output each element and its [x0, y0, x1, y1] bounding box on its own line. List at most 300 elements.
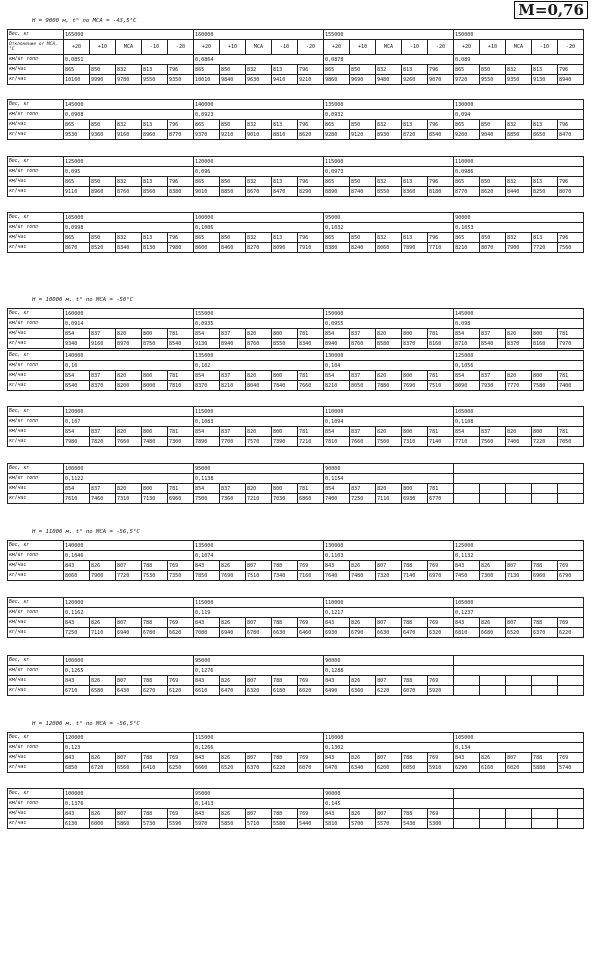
speed-cell	[480, 676, 506, 686]
fuel-consumption-cell: 7360	[220, 494, 246, 504]
fuel-consumption-cell: 8750	[142, 339, 168, 349]
fuel-consumption-cell: 6960	[168, 494, 194, 504]
speed-cell: 843	[64, 676, 90, 686]
fuel-consumption-row	[8, 130, 584, 140]
weight-row	[8, 598, 584, 608]
fuel-consumption-cell: 7340	[272, 571, 298, 581]
fuel-consumption-cell: 5570	[376, 819, 402, 829]
speed-cell: 850	[220, 120, 246, 130]
weight-cell: 115000	[324, 157, 454, 167]
speed-cell: 854	[194, 427, 220, 437]
fuel-consumption-cell: 6490	[324, 686, 350, 696]
speed-cell: 850	[480, 233, 506, 243]
performance-table	[7, 212, 584, 253]
deviation-cell: -20	[428, 40, 454, 55]
fuel-consumption-cell: 7400	[506, 437, 532, 447]
speed-cell: 800	[272, 427, 298, 437]
row-label: кг/час	[8, 571, 64, 581]
fuel-consumption-cell: 8060	[376, 243, 402, 253]
row-label: км/час	[8, 120, 64, 130]
fuel-consumption-cell: 8850	[220, 187, 246, 197]
speed-cell: 807	[116, 561, 142, 571]
speed-cell	[480, 484, 506, 494]
fuel-consumption-cell: 9110	[64, 187, 90, 197]
fuel-consumption-cell: 8470	[272, 187, 298, 197]
speed-cell: 781	[168, 329, 194, 339]
fuel-consumption-cell: 5740	[558, 763, 584, 773]
speed-cell: 843	[194, 561, 220, 571]
speed-cell: 788	[142, 676, 168, 686]
fuel-efficiency-cell	[454, 666, 584, 676]
fuel-consumption-cell: 8210	[324, 381, 350, 391]
row-label: км/кг топл	[8, 110, 64, 120]
weight-cell: 90000	[324, 464, 454, 474]
speed-cell: 800	[272, 371, 298, 381]
speed-cell: 832	[116, 233, 142, 243]
speed-cell: 800	[142, 371, 168, 381]
deviation-cell: +20	[324, 40, 350, 55]
fuel-efficiency-cell: 0,1237	[454, 608, 584, 618]
weight-cell: 110000	[454, 157, 584, 167]
speed-cell: 832	[376, 120, 402, 130]
fuel-consumption-cell: 8370	[506, 339, 532, 349]
fuel-consumption-cell	[506, 686, 532, 696]
fuel-consumption-cell: 9070	[428, 75, 454, 85]
fuel-consumption-cell: 7580	[532, 381, 558, 391]
weight-cell	[454, 464, 584, 474]
fuel-consumption-cell: 5920	[428, 686, 454, 696]
fuel-consumption-cell: 7400	[324, 494, 350, 504]
speed-cell: 826	[350, 809, 376, 819]
speed-cell: 865	[454, 120, 480, 130]
row-label: кг/час	[8, 130, 64, 140]
fuel-consumption-cell: 9350	[168, 75, 194, 85]
speed-cell: 837	[220, 427, 246, 437]
speed-cell: 807	[246, 618, 272, 628]
fuel-consumption-cell: 6790	[558, 571, 584, 581]
row-label: Вес, кг	[8, 213, 64, 223]
fuel-consumption-cell: 6930	[324, 628, 350, 638]
weight-cell: 130000	[454, 100, 584, 110]
row-label: км/кг топл	[8, 608, 64, 618]
fuel-consumption-cell: 6710	[64, 686, 90, 696]
fuel-consumption-cell: 6270	[142, 686, 168, 696]
fuel-efficiency-cell: 0,0932	[324, 110, 454, 120]
speed-cell: 807	[246, 809, 272, 819]
fuel-consumption-cell: 7130	[142, 494, 168, 504]
fuel-efficiency-cell: 0,0935	[194, 319, 324, 329]
speed-cell	[558, 484, 584, 494]
fuel-efficiency-cell: 0,1046	[64, 551, 194, 561]
deviation-cell: +10	[350, 40, 376, 55]
fuel-consumption-cell: 6660	[194, 763, 220, 773]
fuel-consumption-cell: 7640	[324, 571, 350, 581]
fuel-consumption-cell: 6070	[298, 763, 324, 773]
weight-cell: 100000	[64, 464, 194, 474]
fuel-consumption-cell: 8550	[272, 339, 298, 349]
row-label: км/кг топл	[8, 223, 64, 233]
speed-cell: 843	[454, 753, 480, 763]
speed-cell: 843	[324, 753, 350, 763]
fuel-consumption-cell: 6370	[246, 763, 272, 773]
fuel-consumption-cell: 9210	[298, 75, 324, 85]
fuel-consumption-cell: 8210	[220, 381, 246, 391]
speed-cell: 788	[142, 809, 168, 819]
fuel-consumption-cell: 9780	[116, 75, 142, 85]
fuel-efficiency-cell: 0,1083	[194, 417, 324, 427]
fuel-consumption-cell: 5580	[272, 819, 298, 829]
fuel-consumption-row	[8, 494, 584, 504]
fuel-consumption-cell: 7820	[90, 437, 116, 447]
fuel-consumption-cell: 8740	[350, 187, 376, 197]
speed-cell: 837	[350, 484, 376, 494]
fuel-consumption-row	[8, 381, 584, 391]
fuel-consumption-cell: 9370	[194, 130, 220, 140]
fuel-consumption-cell: 6050	[402, 763, 428, 773]
weight-cell: 115000	[194, 598, 324, 608]
fuel-consumption-cell: 7880	[376, 381, 402, 391]
fuel-efficiency-cell: 0,1302	[324, 743, 454, 753]
weight-cell: 145000	[454, 309, 584, 319]
fuel-efficiency-row	[8, 608, 584, 618]
fuel-consumption-cell: 5590	[168, 819, 194, 829]
fuel-consumption-cell: 8000	[142, 381, 168, 391]
fuel-efficiency-cell: 0,089	[454, 55, 584, 65]
fuel-efficiency-cell: 0,1006	[194, 223, 324, 233]
fuel-consumption-cell: 8210	[454, 243, 480, 253]
fuel-consumption-cell: 8710	[454, 339, 480, 349]
fuel-consumption-cell: 6410	[142, 763, 168, 773]
fuel-consumption-cell: 7210	[298, 437, 324, 447]
fuel-consumption-cell: 6020	[506, 763, 532, 773]
deviation-cell: МСА	[506, 40, 532, 55]
speed-cell: 837	[90, 484, 116, 494]
fuel-consumption-row	[8, 187, 584, 197]
fuel-consumption-cell	[532, 686, 558, 696]
weight-row	[8, 351, 584, 361]
deviation-cell: -20	[168, 40, 194, 55]
fuel-consumption-cell: 9720	[454, 75, 480, 85]
row-label: км/кг топл	[8, 319, 64, 329]
speed-cell: 781	[428, 427, 454, 437]
speed-cell: 843	[194, 809, 220, 819]
fuel-consumption-cell	[454, 494, 480, 504]
speed-cell: 807	[116, 676, 142, 686]
fuel-consumption-cell: 7320	[376, 571, 402, 581]
fuel-consumption-cell: 6430	[116, 686, 142, 696]
fuel-consumption-row	[8, 75, 584, 85]
weight-cell: 105000	[454, 598, 584, 608]
fuel-consumption-cell: 6180	[272, 686, 298, 696]
speed-cell: 820	[376, 329, 402, 339]
fuel-consumption-cell: 8560	[142, 187, 168, 197]
fuel-consumption-row	[8, 437, 584, 447]
speed-cell: 820	[246, 484, 272, 494]
speed-cell: 865	[194, 120, 220, 130]
speed-cell: 769	[428, 618, 454, 628]
fuel-consumption-cell: 7300	[168, 437, 194, 447]
weight-row	[8, 541, 584, 551]
fuel-consumption-cell	[454, 686, 480, 696]
speed-cell: 813	[272, 233, 298, 243]
fuel-consumption-cell: 8270	[246, 243, 272, 253]
fuel-consumption-cell: 7210	[246, 494, 272, 504]
speed-cell: 769	[168, 618, 194, 628]
speed-cell: 769	[428, 561, 454, 571]
fuel-consumption-cell: 8290	[298, 187, 324, 197]
fuel-consumption-cell: 9280	[324, 130, 350, 140]
weight-row	[8, 30, 584, 40]
row-label: кг/час	[8, 437, 64, 447]
speed-cell: 854	[64, 427, 90, 437]
speed-cell: 837	[350, 427, 376, 437]
fuel-efficiency-cell: 0,098	[454, 319, 584, 329]
speed-cell: 807	[506, 753, 532, 763]
speed-cell: 850	[350, 65, 376, 75]
speed-cell: 788	[402, 618, 428, 628]
speed-cell: 820	[506, 371, 532, 381]
speed-cell	[454, 809, 480, 819]
fuel-consumption-row	[8, 571, 584, 581]
row-label: Вес, кг	[8, 464, 64, 474]
fuel-efficiency-cell: 0,1154	[324, 474, 454, 484]
fuel-consumption-cell: 8360	[402, 187, 428, 197]
fuel-consumption-cell: 5710	[246, 819, 272, 829]
speed-cell: 826	[220, 561, 246, 571]
speed-cell: 832	[506, 65, 532, 75]
speed-cell: 781	[298, 484, 324, 494]
fuel-consumption-cell: 6200	[376, 763, 402, 773]
speed-cell: 854	[64, 329, 90, 339]
weight-cell: 125000	[454, 541, 584, 551]
speed-cell: 796	[168, 233, 194, 243]
speed-cell: 850	[480, 177, 506, 187]
speed-cell: 865	[454, 177, 480, 187]
speed-cell: 796	[298, 65, 324, 75]
fuel-consumption-cell: 7840	[272, 381, 298, 391]
speed-cell: 865	[324, 65, 350, 75]
speed-cell: 813	[532, 120, 558, 130]
speed-cell: 769	[428, 676, 454, 686]
speed-cell: 769	[298, 753, 324, 763]
row-label: км/кг топл	[8, 551, 64, 561]
fuel-efficiency-cell: 0,1056	[454, 361, 584, 371]
fuel-consumption-cell: 7310	[402, 437, 428, 447]
fuel-consumption-cell: 9990	[90, 75, 116, 85]
deviation-cell: МСА	[116, 40, 142, 55]
speed-cell: 854	[64, 484, 90, 494]
fuel-consumption-cell: 9160	[90, 339, 116, 349]
speed-row	[8, 676, 584, 686]
speed-cell: 813	[402, 65, 428, 75]
weight-cell: 105000	[64, 213, 194, 223]
row-label: км/кг топл	[8, 361, 64, 371]
speed-cell: 854	[454, 371, 480, 381]
speed-row	[8, 371, 584, 381]
fuel-consumption-cell: 5860	[116, 819, 142, 829]
speed-cell: 769	[168, 753, 194, 763]
altitude-heading: H = 10000 м, t° по МСА = -50°C	[32, 297, 134, 303]
weight-cell: 110000	[324, 407, 454, 417]
weight-cell: 95000	[194, 789, 324, 799]
fuel-consumption-cell: 8580	[376, 339, 402, 349]
fuel-consumption-cell: 8130	[142, 243, 168, 253]
deviation-cell: -20	[558, 40, 584, 55]
weight-row	[8, 157, 584, 167]
speed-cell: 769	[298, 809, 324, 819]
row-label: кг/час	[8, 628, 64, 638]
fuel-consumption-cell	[480, 819, 506, 829]
altitude-heading: H = 11000 м, t° по МСА = -56,5°C	[32, 529, 140, 535]
weight-cell: 90000	[324, 656, 454, 666]
speed-cell: 865	[64, 120, 90, 130]
fuel-consumption-cell: 6860	[298, 494, 324, 504]
fuel-consumption-cell: 6320	[428, 628, 454, 638]
fuel-consumption-cell: 6070	[402, 686, 428, 696]
weight-cell: 90000	[454, 213, 584, 223]
fuel-efficiency-cell: 0,1376	[64, 799, 194, 809]
speed-cell: 781	[298, 329, 324, 339]
speed-cell: 813	[402, 233, 428, 243]
speed-row	[8, 753, 584, 763]
speed-cell: 850	[350, 233, 376, 243]
speed-cell: 843	[324, 618, 350, 628]
speed-cell: 788	[272, 618, 298, 628]
fuel-consumption-cell: 7560	[558, 243, 584, 253]
fuel-consumption-cell: 6780	[246, 628, 272, 638]
speed-cell: 796	[428, 65, 454, 75]
deviation-cell: -10	[272, 40, 298, 55]
speed-cell: 807	[246, 753, 272, 763]
fuel-consumption-cell: 9690	[350, 75, 376, 85]
fuel-consumption-cell: 8200	[116, 381, 142, 391]
row-label: кг/час	[8, 339, 64, 349]
fuel-consumption-cell: 8620	[298, 130, 324, 140]
speed-cell: 865	[324, 177, 350, 187]
speed-cell: 807	[506, 561, 532, 571]
speed-cell: 865	[194, 65, 220, 75]
fuel-consumption-cell: 9160	[116, 130, 142, 140]
fuel-consumption-cell: 6620	[168, 628, 194, 638]
fuel-consumption-cell: 8620	[480, 187, 506, 197]
fuel-consumption-cell: 9010	[194, 187, 220, 197]
fuel-consumption-cell: 5850	[220, 819, 246, 829]
speed-cell: 832	[506, 120, 532, 130]
speed-cell: 865	[194, 233, 220, 243]
fuel-consumption-cell: 8040	[246, 381, 272, 391]
fuel-consumption-cell: 6130	[64, 819, 90, 829]
speed-cell	[454, 484, 480, 494]
speed-cell: 788	[272, 809, 298, 819]
fuel-consumption-cell: 6960	[532, 571, 558, 581]
speed-cell: 850	[480, 65, 506, 75]
fuel-efficiency-cell: 0,0973	[324, 167, 454, 177]
fuel-consumption-cell: 7720	[116, 571, 142, 581]
speed-cell	[532, 676, 558, 686]
fuel-consumption-cell: 7980	[64, 437, 90, 447]
weight-cell: 155000	[324, 30, 454, 40]
speed-cell: 826	[350, 676, 376, 686]
deviation-cell: -10	[402, 40, 428, 55]
fuel-efficiency-cell: 0,0851	[64, 55, 194, 65]
fuel-consumption-cell: 9550	[142, 75, 168, 85]
fuel-consumption-cell: 8600	[194, 243, 220, 253]
fuel-consumption-cell: 7910	[298, 243, 324, 253]
row-label: Вес, кг	[8, 157, 64, 167]
row-label: км/час	[8, 371, 64, 381]
fuel-consumption-cell: 6370	[532, 628, 558, 638]
speed-cell: 796	[558, 177, 584, 187]
fuel-consumption-cell: 8940	[324, 339, 350, 349]
weight-cell: 120000	[194, 157, 324, 167]
fuel-consumption-cell: 8180	[428, 187, 454, 197]
speed-cell: 843	[64, 809, 90, 819]
fuel-consumption-cell: 6290	[454, 763, 480, 773]
speed-cell: 832	[246, 65, 272, 75]
row-label: км/кг топл	[8, 55, 64, 65]
weight-cell: 95000	[324, 213, 454, 223]
speed-cell	[558, 809, 584, 819]
fuel-consumption-cell: 8160	[532, 339, 558, 349]
speed-cell: 843	[454, 618, 480, 628]
fuel-consumption-cell: 10010	[194, 75, 220, 85]
fuel-consumption-cell: 6000	[90, 819, 116, 829]
speed-cell: 796	[558, 65, 584, 75]
fuel-consumption-cell: 9480	[376, 75, 402, 85]
fuel-consumption-cell: 6610	[194, 686, 220, 696]
weight-row	[8, 789, 584, 799]
fuel-consumption-cell: 6940	[220, 628, 246, 638]
weight-cell: 135000	[194, 541, 324, 551]
fuel-consumption-cell: 8240	[350, 243, 376, 253]
performance-table	[7, 788, 584, 829]
fuel-consumption-cell: 7810	[168, 381, 194, 391]
fuel-efficiency-cell: 0,096	[194, 167, 324, 177]
fuel-consumption-row	[8, 686, 584, 696]
weight-cell: 155000	[194, 309, 324, 319]
speed-cell: 800	[402, 329, 428, 339]
speed-cell: 820	[246, 329, 272, 339]
deviation-cell: -10	[142, 40, 168, 55]
speed-cell: 826	[90, 676, 116, 686]
fuel-efficiency-row	[8, 474, 584, 484]
speed-cell: 850	[220, 177, 246, 187]
fuel-consumption-cell: 8340	[116, 243, 142, 253]
deviation-cell: -10	[532, 40, 558, 55]
fuel-efficiency-row	[8, 743, 584, 753]
fuel-consumption-cell: 9210	[220, 130, 246, 140]
weight-cell: 120000	[64, 733, 194, 743]
weight-cell: 140000	[64, 351, 194, 361]
speed-cell: 820	[376, 427, 402, 437]
speed-cell: 813	[272, 65, 298, 75]
row-label: кг/час	[8, 819, 64, 829]
speed-cell: 832	[376, 65, 402, 75]
weight-cell: 130000	[324, 351, 454, 361]
fuel-consumption-cell: 8070	[558, 187, 584, 197]
speed-cell: 820	[116, 371, 142, 381]
speed-cell: 854	[194, 371, 220, 381]
fuel-consumption-cell: 7250	[64, 628, 90, 638]
speed-cell: 800	[142, 329, 168, 339]
fuel-efficiency-cell: 0,0878	[324, 55, 454, 65]
speed-cell: 843	[454, 561, 480, 571]
fuel-consumption-cell: 7300	[480, 571, 506, 581]
speed-cell: 781	[428, 329, 454, 339]
speed-cell: 826	[350, 753, 376, 763]
fuel-consumption-cell: 6220	[558, 628, 584, 638]
fuel-consumption-cell: 8940	[558, 75, 584, 85]
